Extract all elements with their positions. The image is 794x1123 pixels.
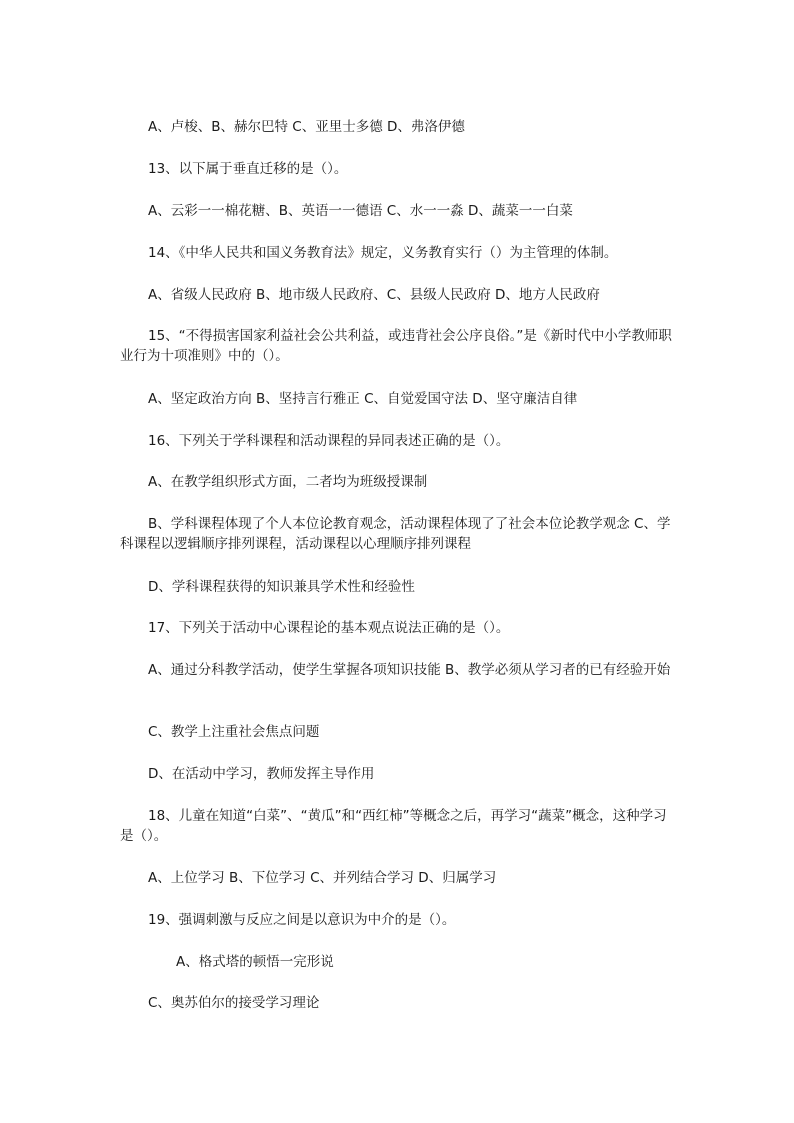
question-15: 15、“不得损害国家利益社会公共利益，或违背社会公序良俗。”是《新时代中小学教师职业行为十项准则》中的（）。 <box>120 328 672 364</box>
option-line-12: A、卢梭、B、赫尔巴特 C、亚里士多德 D、弗洛伊德 <box>148 119 465 135</box>
question-18: 18、儿童在知道“白菜”、“黄瓜”和“西红柿”等概念之后，再学习“蔬菜”概念，这种学习是（）。 <box>120 808 667 844</box>
option-d-16: D、学科课程获得的知识兼具学术性和经验性 <box>148 579 415 595</box>
option-a-b-17: A、通过分科教学活动，使学生掌握各项知识技能 B、教学必须从学习者的已有经验开始 <box>148 662 671 678</box>
option-line-18: A、上位学习 B、下位学习 C、并列结合学习 D、归属学习 <box>148 870 497 886</box>
option-c-17: C、教学上注重社会焦点问题 <box>148 724 320 740</box>
option-b-c-16: B、学科课程体现了个人本位论教育观念，活动课程体现了了社会本位论教学观念 C、学科课程以逻辑顺序排列课程，活动课程以心理顺序排列课程 <box>120 516 671 552</box>
option-a-19: A、格式塔的顿悟一完形说 <box>176 954 334 970</box>
option-a-16: A、在教学组织形式方面，二者均为班级授课制 <box>148 474 428 490</box>
option-line-14: A、省级人民政府 B、地市级人民政府、C、县级人民政府 D、地方人民政府 <box>148 287 600 303</box>
option-c-19: C、奥苏伯尔的接受学习理论 <box>148 995 320 1011</box>
question-17: 17、下列关于活动中心课程论的基本观点说法正确的是（）。 <box>148 620 510 636</box>
option-d-17: D、在活动中学习，教师发挥主导作用 <box>148 766 375 782</box>
option-line-13: A、云彩一一棉花糖、B、英语一一德语 C、水一一淼 D、蔬菜一一白菜 <box>148 203 573 219</box>
question-16: 16、下列关于学科课程和活动课程的异同表述正确的是（）。 <box>148 433 510 449</box>
question-14: 14、《中华人民共和国义务教育法》规定，义务教育实行（）为主管理的体制。 <box>148 245 618 261</box>
option-line-15: A、坚定政治方向 B、坚持言行雅正 C、自觉爱国守法 D、坚守廉洁自律 <box>148 391 578 407</box>
question-13: 13、以下属于垂直迁移的是（）。 <box>148 161 348 177</box>
question-19: 19、强调刺激与反应之间是以意识为中介的是（）。 <box>148 912 456 928</box>
